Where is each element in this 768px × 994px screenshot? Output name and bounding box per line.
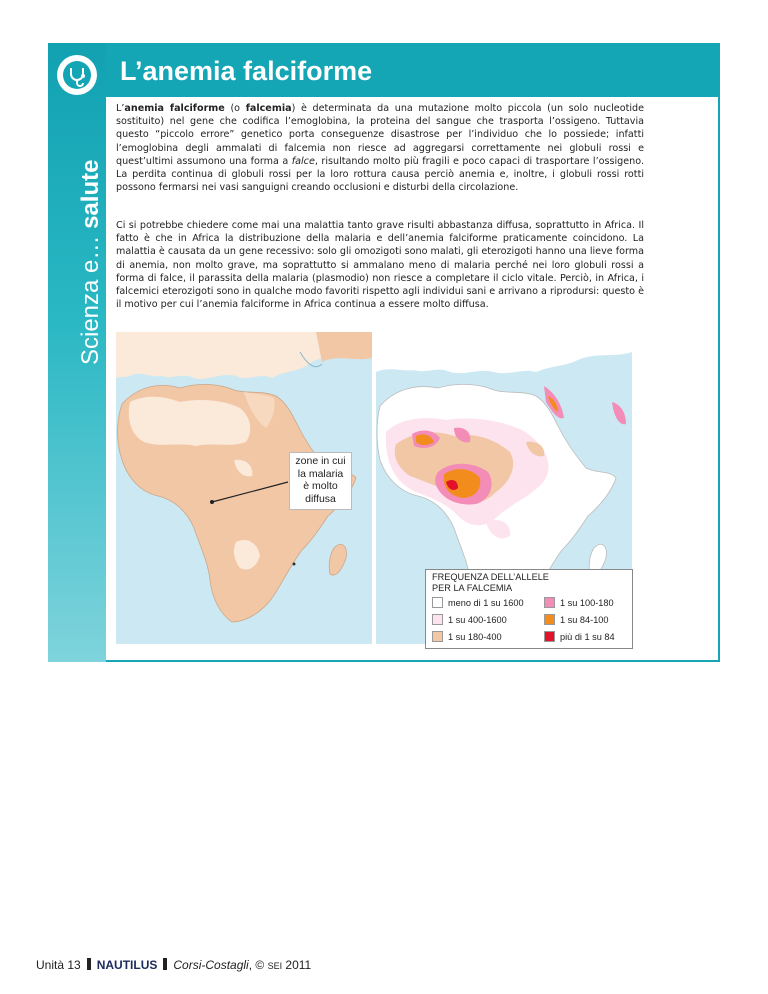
legend-item: 1 su 400-1600 [432, 614, 507, 626]
callout-line: la malaria [297, 467, 344, 480]
callout-line: è molto [303, 480, 338, 492]
publisher-label: Corsi-Costagli [173, 958, 249, 972]
paragraph-1: L’anemia falciforme (o falcemia) è determinata da una mutazione molto piccola (un solo nucleotide sostituito) nel gene che codifica l’emoglobina, la proteina del sangue che trasporta l’ossigeno. Tuttavia questo “piccolo errore” genetico porta conseguenze disastrose per l’individuo che lo possiede; infatti l’emoglobina degli ammalati di falcemia non riesce ad aggregarsi correttamente nei globuli rossi e quest’ultimi assumono una forma a falce, risultando molto più fragili e poco capaci di trasportare l’ossigeno. La perdita continua di globuli rossi per la loro rottura causa perciò anemia e, inoltre, i globuli rossi rotti possono fermarsi nei vasi sanguigni creando occlusioni e disturbi della circolazione. [116, 103, 645, 194]
legend-item: meno di 1 su 1600 [432, 597, 524, 609]
year-label: 2011 [282, 958, 312, 972]
stethoscope-icon [63, 61, 91, 89]
legend-swatch [432, 597, 443, 608]
legend-item: 1 su 100-180 [544, 597, 614, 609]
legend-swatch [432, 614, 443, 625]
page-footer [36, 958, 311, 972]
legend-item: 1 su 180-400 [432, 631, 502, 643]
footer-divider [163, 958, 167, 970]
legend-swatch [544, 597, 555, 608]
legend-swatch [544, 614, 555, 625]
legend-swatch [432, 631, 443, 642]
legend-swatch [544, 631, 555, 642]
brand-label: NAUTILUS [96, 958, 158, 972]
footer-divider [87, 958, 91, 970]
map-legend [425, 569, 633, 649]
page-title: L’anemia falciforme [120, 56, 373, 86]
legend-item: più di 1 su 84 [544, 631, 615, 643]
legend-title: FREQUENZA DELL’ALLELE PER LA FALCEMIA [432, 572, 549, 593]
sei-label: SEI [267, 961, 283, 971]
legend-item: 1 su 84-100 [544, 614, 609, 626]
paragraph-2: Ci si potrebbe chiedere come mai una malattia tanto grave risulti abbastanza diffusa, soprattutto in Africa. Il fatto è che in Africa la distribuzione della malaria e dell’anemia falciforme praticamente coincidono. La malattia è causata da un gene recessivo: solo gli omozigoti sono malati, gli eterozigoti hanno una lieve forma di anemia, non molto grave, ma soprattutto si ammalano meno di malaria perché nei loro globuli rossi a forma di falce, il parassita della malaria (plasmodio) non riesce a completare il ciclo vitale. Perciò, in Africa, i falcemici eterozigoti sono in qualche modo favoriti rispetto agli individui sani e arrivano a riprodursi: questo è il motivo per cui l’anemia falciforme in Africa continua a essere molto diffusa. [116, 220, 644, 311]
callout-line: zone in cui [295, 455, 346, 467]
unit-label: Unità 13 [36, 958, 81, 972]
section-vertical-label: Scienza e… salute [77, 159, 104, 365]
malaria-callout [289, 452, 352, 510]
copyright-label: , © [248, 958, 268, 972]
callout-line: diffusa [305, 492, 336, 505]
